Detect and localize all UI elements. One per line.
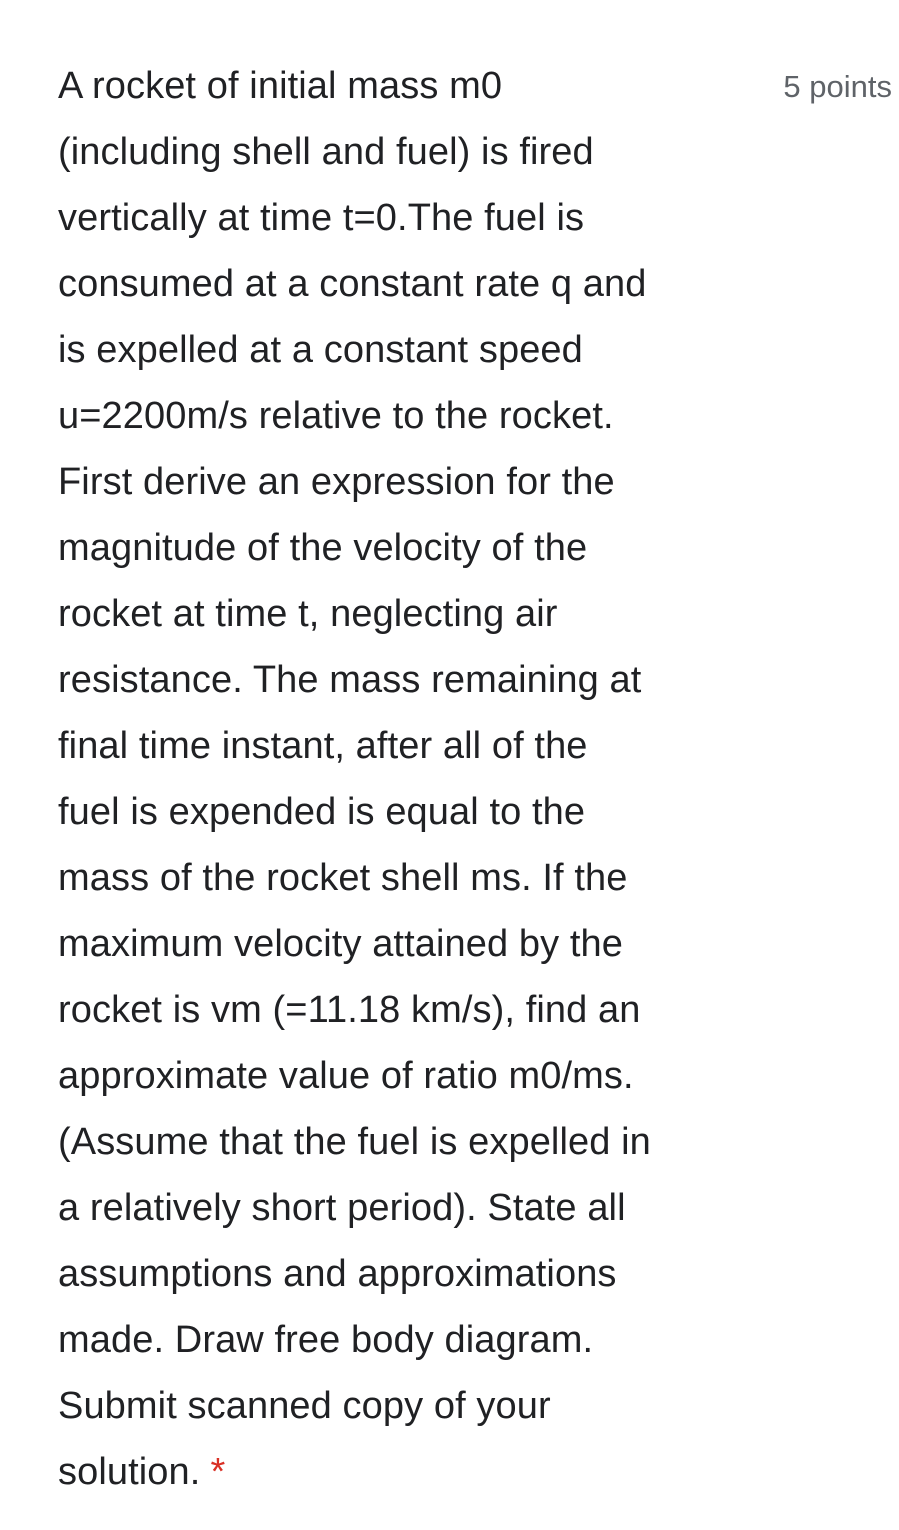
question-line: assumptions and approximations — [58, 1253, 617, 1295]
question-line: maximum velocity attained by the — [58, 923, 623, 965]
required-asterisk: * — [210, 1451, 226, 1493]
question-line: final time instant, after all of the — [58, 725, 588, 767]
question-line: a relatively short period). State all — [58, 1187, 626, 1229]
question-line: A rocket of initial mass m0 — [58, 65, 503, 107]
question-line: mass of the rocket shell ms. If the — [58, 857, 628, 899]
question-title — [58, 53, 758, 1505]
question-line: (including shell and fuel) is fired — [58, 131, 594, 173]
question-line: u=2200m/s relative to the rocket. — [58, 395, 614, 437]
question-line: Submit scanned copy of your — [58, 1385, 551, 1427]
question-line: vertically at time t=0.The fuel is — [58, 197, 585, 239]
question-line: (Assume that the fuel is expelled in — [58, 1121, 651, 1163]
question-line: consumed at a constant rate q and — [58, 263, 647, 305]
question-line: rocket is vm (=11.18 km/s), find an — [58, 989, 641, 1031]
question-line: approximate value of ratio m0/ms. — [58, 1055, 634, 1097]
question-line-text: solution. — [58, 1451, 201, 1493]
question-line: rocket at time t, neglecting air — [58, 593, 558, 635]
question-line: fuel is expended is equal to the — [58, 791, 586, 833]
question-line: resistance. The mass remaining at — [58, 659, 642, 701]
points-label: 5 points — [783, 69, 892, 104]
question-line: First derive an expression for the — [58, 461, 615, 503]
question-line: made. Draw free body diagram. — [58, 1319, 594, 1361]
question-line: magnitude of the velocity of the — [58, 527, 588, 569]
question-line: is expelled at a constant speed — [58, 329, 583, 371]
question-line-last — [58, 1439, 758, 1505]
